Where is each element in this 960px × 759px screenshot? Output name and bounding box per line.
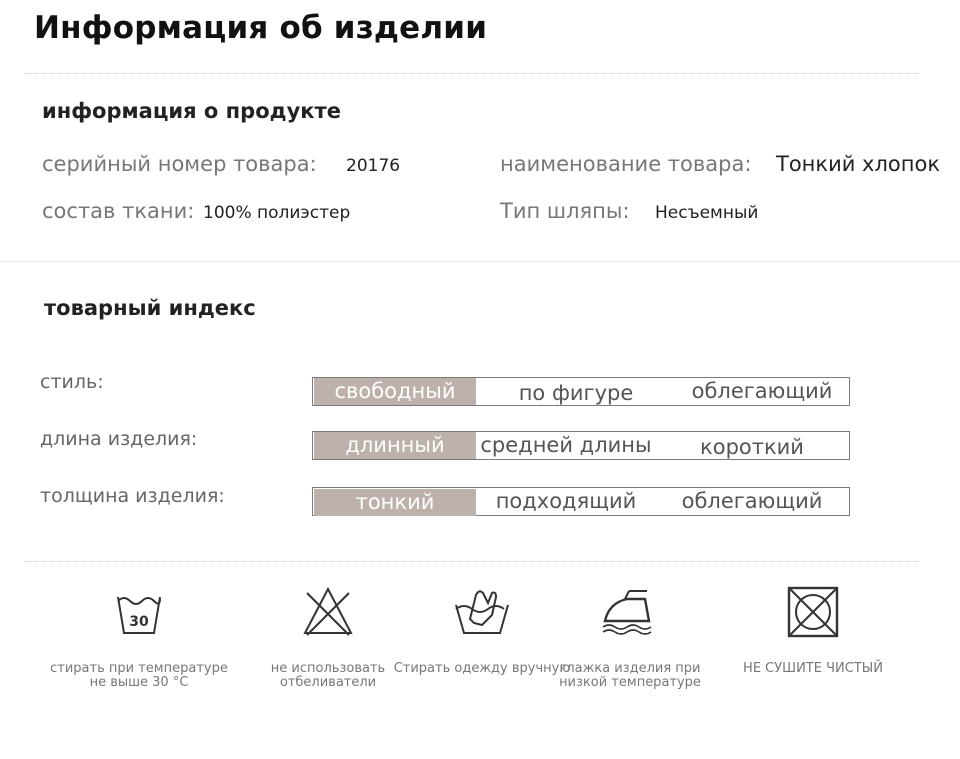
- style-scale: [312, 377, 850, 406]
- hat-type-label: Тип шляпы:: [500, 199, 630, 223]
- length-option-short: короткий: [700, 435, 804, 459]
- care-label-no-dry-clean: НЕ СУШИТЕ ЧИСТЫЙ: [743, 661, 883, 676]
- care-label-hand-wash: Стирать одежду вручную: [393, 661, 571, 676]
- product-info-heading: информация о продукте: [42, 99, 341, 123]
- length-option-medium: средней длины: [480, 433, 652, 457]
- wash-temp: 30: [129, 614, 149, 630]
- no-bleach-icon: [301, 585, 355, 637]
- care-item-no-bleach: [238, 585, 418, 637]
- length-label: длина изделия:: [40, 428, 198, 450]
- care-label-no-bleach: не использовать отбеливатели: [270, 661, 386, 690]
- hand-wash-icon: [452, 585, 512, 637]
- thickness-option-thick: облегающий: [681, 489, 823, 513]
- length-scale: [312, 431, 850, 460]
- care-item-low-iron: [537, 585, 717, 637]
- divider: [0, 261, 960, 262]
- name-value: Тонкий хлопок: [776, 152, 941, 176]
- no-dry-clean-icon: [786, 585, 840, 639]
- wash-30-icon: [114, 585, 164, 637]
- length-option-long: длинный: [314, 432, 476, 459]
- fabric-value: 100% полиэстер: [203, 203, 351, 223]
- name-label: наименование товара:: [500, 152, 752, 176]
- thickness-option-thin: тонкий: [314, 489, 476, 516]
- hat-type-value: Несъемный: [655, 203, 759, 223]
- style-option-fitted: по фигуре: [518, 381, 634, 405]
- care-item-wash: [49, 585, 229, 637]
- care-label-wash: стирать при температуре не выше 30 °C: [50, 661, 228, 690]
- care-item-no-dry-clean: [723, 585, 903, 639]
- fabric-label: состав ткани:: [42, 199, 195, 223]
- low-iron-icon: [599, 585, 655, 637]
- style-option-tight: облегающий: [691, 379, 833, 403]
- page-title: Информация об изделии: [34, 10, 488, 46]
- thickness-option-medium: подходящий: [495, 489, 637, 513]
- serial-value: 20176: [346, 156, 401, 176]
- serial-label: серийный номер товара:: [42, 152, 317, 176]
- style-option-loose: свободный: [314, 378, 476, 405]
- care-label-low-iron: глажка изделия при низкой температуре: [559, 661, 701, 690]
- divider: [24, 561, 920, 562]
- style-label: стиль:: [40, 371, 104, 393]
- thickness-scale: [312, 487, 850, 516]
- product-index-heading: товарный индекс: [44, 296, 256, 320]
- thickness-label: толщина изделия:: [40, 485, 225, 507]
- divider: [24, 73, 920, 74]
